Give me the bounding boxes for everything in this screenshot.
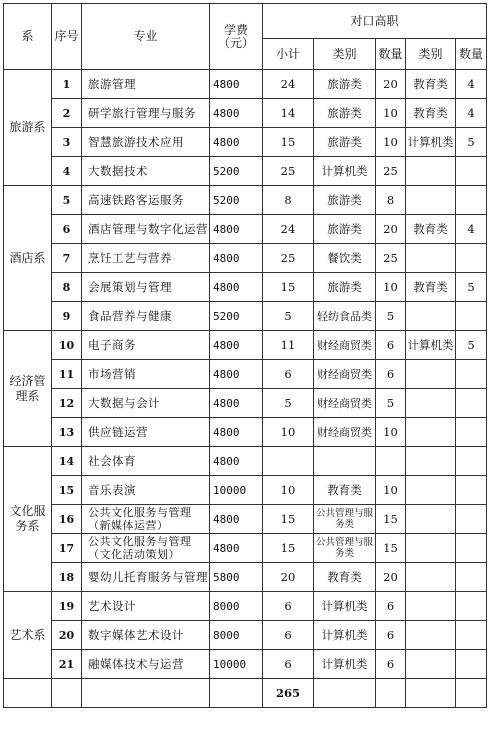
fee-cell: 4800 bbox=[210, 331, 263, 360]
major-cell: 高速铁路客运服务 bbox=[82, 186, 210, 215]
category-cell: 财经商贸类 bbox=[314, 389, 376, 418]
header-group: 对口高职 bbox=[263, 4, 487, 39]
major-cell: 供应链运营 bbox=[82, 418, 210, 447]
dept-cell: 经济管理系 bbox=[4, 331, 52, 447]
category-cell: 餐饮类 bbox=[314, 244, 376, 273]
major-cell: 融媒体技术与运营 bbox=[82, 650, 210, 679]
header-category2: 类别 bbox=[406, 39, 456, 70]
category2-cell: 教育类 bbox=[406, 99, 456, 128]
seq-cell: 16 bbox=[52, 505, 82, 534]
count2-cell bbox=[456, 563, 487, 592]
count-cell: 10 bbox=[376, 128, 406, 157]
empty-cell bbox=[4, 679, 52, 708]
count2-cell bbox=[456, 505, 487, 534]
seq-cell: 7 bbox=[52, 244, 82, 273]
count2-cell bbox=[456, 186, 487, 215]
category2-cell bbox=[406, 650, 456, 679]
subtotal-cell: 25 bbox=[263, 244, 314, 273]
category2-cell bbox=[406, 389, 456, 418]
header-fee-line1: 学费 bbox=[223, 22, 248, 37]
count-cell: 20 bbox=[376, 215, 406, 244]
empty-cell bbox=[314, 679, 376, 708]
category-cell: 旅游类 bbox=[314, 273, 376, 302]
category2-cell: 计算机类 bbox=[406, 128, 456, 157]
seq-cell: 15 bbox=[52, 476, 82, 505]
count2-cell bbox=[456, 621, 487, 650]
fee-cell: 4800 bbox=[210, 128, 263, 157]
category2-cell: 教育类 bbox=[406, 273, 456, 302]
subtotal-cell: 14 bbox=[263, 99, 314, 128]
category2-cell: 计算机类 bbox=[406, 331, 456, 360]
fee-cell: 10000 bbox=[210, 476, 263, 505]
count2-cell: 5 bbox=[456, 273, 487, 302]
count-cell: 10 bbox=[376, 418, 406, 447]
category2-cell bbox=[406, 418, 456, 447]
table-row bbox=[4, 302, 487, 331]
fee-cell: 4800 bbox=[210, 273, 263, 302]
category-cell: 旅游类 bbox=[314, 186, 376, 215]
dept-cell: 艺术系 bbox=[4, 592, 52, 679]
table-row bbox=[4, 273, 487, 302]
major-cell: 音乐表演 bbox=[82, 476, 210, 505]
dept-cell: 酒店系 bbox=[4, 186, 52, 331]
category-cell: 计算机类 bbox=[314, 621, 376, 650]
fee-cell: 5800 bbox=[210, 563, 263, 592]
fee-cell: 8000 bbox=[210, 592, 263, 621]
category-cell: 计算机类 bbox=[314, 157, 376, 186]
count-cell: 5 bbox=[376, 302, 406, 331]
count-cell: 25 bbox=[376, 244, 406, 273]
table-row bbox=[4, 563, 487, 592]
fee-cell: 4800 bbox=[210, 389, 263, 418]
major-cell: 公共文化服务与管理（新媒体运营） bbox=[82, 505, 210, 534]
category-cell: 财经商贸类 bbox=[314, 360, 376, 389]
fee-cell: 10000 bbox=[210, 650, 263, 679]
count-cell bbox=[376, 447, 406, 476]
count2-cell bbox=[456, 302, 487, 331]
table-row bbox=[4, 215, 487, 244]
category-cell: 旅游类 bbox=[314, 99, 376, 128]
count-cell: 6 bbox=[376, 621, 406, 650]
category-cell: 轻纺食品类 bbox=[314, 302, 376, 331]
subtotal-cell: 20 bbox=[263, 563, 314, 592]
count-cell: 15 bbox=[376, 505, 406, 534]
dept-cell: 文化服务系 bbox=[4, 447, 52, 592]
category-cell: 教育类 bbox=[314, 563, 376, 592]
seq-cell: 18 bbox=[52, 563, 82, 592]
fee-cell: 4800 bbox=[210, 244, 263, 273]
header-category: 类别 bbox=[314, 39, 376, 70]
fee-cell: 4800 bbox=[210, 70, 263, 99]
fee-cell: 4800 bbox=[210, 505, 263, 534]
seq-cell: 9 bbox=[52, 302, 82, 331]
subtotal-cell: 10 bbox=[263, 418, 314, 447]
header-dept: 系 bbox=[4, 4, 52, 70]
seq-cell: 3 bbox=[52, 128, 82, 157]
count-cell: 6 bbox=[376, 360, 406, 389]
major-cell: 智慧旅游技术应用 bbox=[82, 128, 210, 157]
category-cell: 旅游类 bbox=[314, 215, 376, 244]
seq-cell: 2 bbox=[52, 99, 82, 128]
subtotal-cell: 11 bbox=[263, 331, 314, 360]
table-row bbox=[4, 360, 487, 389]
category2-cell bbox=[406, 186, 456, 215]
category2-cell bbox=[406, 534, 456, 563]
category2-cell bbox=[406, 157, 456, 186]
major-cell: 大数据技术 bbox=[82, 157, 210, 186]
major-cell: 研学旅行管理与服务 bbox=[82, 99, 210, 128]
category2-cell bbox=[406, 447, 456, 476]
count2-cell: 4 bbox=[456, 99, 487, 128]
subtotal-cell: 5 bbox=[263, 389, 314, 418]
major-cell: 大数据与会计 bbox=[82, 389, 210, 418]
total-cell: 265 bbox=[263, 679, 314, 708]
seq-cell: 11 bbox=[52, 360, 82, 389]
count2-cell: 5 bbox=[456, 331, 487, 360]
empty-cell bbox=[210, 679, 263, 708]
fee-cell: 4800 bbox=[210, 360, 263, 389]
count2-cell bbox=[456, 244, 487, 273]
admission-table bbox=[3, 3, 487, 708]
count2-cell bbox=[456, 157, 487, 186]
fee-cell: 5200 bbox=[210, 157, 263, 186]
table-row bbox=[4, 244, 487, 273]
empty-cell bbox=[82, 679, 210, 708]
seq-cell: 8 bbox=[52, 273, 82, 302]
category-cell bbox=[314, 447, 376, 476]
header-count: 数量 bbox=[376, 39, 406, 70]
subtotal-cell: 15 bbox=[263, 128, 314, 157]
subtotal-cell: 24 bbox=[263, 215, 314, 244]
count2-cell bbox=[456, 650, 487, 679]
count2-cell bbox=[456, 360, 487, 389]
category2-cell: 教育类 bbox=[406, 215, 456, 244]
count-cell: 6 bbox=[376, 650, 406, 679]
major-cell: 烹饪工艺与营养 bbox=[82, 244, 210, 273]
fee-cell: 4800 bbox=[210, 534, 263, 563]
subtotal-cell: 15 bbox=[263, 505, 314, 534]
major-cell: 酒店管理与数字化运营 bbox=[82, 215, 210, 244]
seq-cell: 20 bbox=[52, 621, 82, 650]
fee-cell: 5200 bbox=[210, 186, 263, 215]
subtotal-cell: 6 bbox=[263, 592, 314, 621]
count-cell: 6 bbox=[376, 331, 406, 360]
subtotal-cell: 15 bbox=[263, 534, 314, 563]
fee-cell: 5200 bbox=[210, 302, 263, 331]
fee-cell: 4800 bbox=[210, 418, 263, 447]
subtotal-cell bbox=[263, 447, 314, 476]
table-row bbox=[4, 99, 487, 128]
table-row bbox=[4, 389, 487, 418]
header-fee-line2: （元） bbox=[217, 35, 254, 50]
fee-cell: 4800 bbox=[210, 215, 263, 244]
table-row bbox=[4, 592, 487, 621]
empty-cell bbox=[52, 679, 82, 708]
subtotal-cell: 10 bbox=[263, 476, 314, 505]
count-cell: 15 bbox=[376, 534, 406, 563]
subtotal-cell: 6 bbox=[263, 650, 314, 679]
empty-cell bbox=[406, 679, 456, 708]
seq-cell: 6 bbox=[52, 215, 82, 244]
count2-cell: 4 bbox=[456, 215, 487, 244]
major-cell: 旅游管理 bbox=[82, 70, 210, 99]
subtotal-cell: 8 bbox=[263, 186, 314, 215]
table-row bbox=[4, 505, 487, 534]
table-row bbox=[4, 70, 487, 99]
count-cell: 20 bbox=[376, 563, 406, 592]
count2-cell: 5 bbox=[456, 128, 487, 157]
seq-cell: 4 bbox=[52, 157, 82, 186]
fee-cell: 4800 bbox=[210, 99, 263, 128]
count-cell: 20 bbox=[376, 70, 406, 99]
category-cell: 公共管理与服务类 bbox=[314, 505, 376, 534]
major-cell: 会展策划与管理 bbox=[82, 273, 210, 302]
table-row bbox=[4, 534, 487, 563]
count-cell: 10 bbox=[376, 476, 406, 505]
category2-cell bbox=[406, 592, 456, 621]
major-cell: 社会体育 bbox=[82, 447, 210, 476]
category2-cell bbox=[406, 360, 456, 389]
category-cell: 计算机类 bbox=[314, 592, 376, 621]
fee-cell: 4800 bbox=[210, 447, 263, 476]
header-subtotal: 小计 bbox=[263, 39, 314, 70]
fee-cell: 8000 bbox=[210, 621, 263, 650]
header-seq: 序号 bbox=[52, 4, 82, 70]
category2-cell bbox=[406, 476, 456, 505]
count-cell: 10 bbox=[376, 273, 406, 302]
count-cell: 8 bbox=[376, 186, 406, 215]
category-cell: 计算机类 bbox=[314, 650, 376, 679]
category2-cell bbox=[406, 621, 456, 650]
seq-cell: 19 bbox=[52, 592, 82, 621]
table-row bbox=[4, 128, 487, 157]
count-cell: 5 bbox=[376, 389, 406, 418]
count-cell: 6 bbox=[376, 592, 406, 621]
category-cell: 旅游类 bbox=[314, 128, 376, 157]
subtotal-cell: 6 bbox=[263, 360, 314, 389]
count-cell: 10 bbox=[376, 99, 406, 128]
table-row bbox=[4, 331, 487, 360]
header-fee bbox=[210, 4, 263, 70]
table-row bbox=[4, 476, 487, 505]
empty-cell bbox=[376, 679, 406, 708]
category2-cell bbox=[406, 244, 456, 273]
major-cell: 电子商务 bbox=[82, 331, 210, 360]
count2-cell bbox=[456, 418, 487, 447]
header-major: 专业 bbox=[82, 4, 210, 70]
category-cell: 财经商贸类 bbox=[314, 418, 376, 447]
count2-cell bbox=[456, 447, 487, 476]
major-cell: 数字媒体艺术设计 bbox=[82, 621, 210, 650]
subtotal-cell: 25 bbox=[263, 157, 314, 186]
seq-cell: 14 bbox=[52, 447, 82, 476]
seq-cell: 12 bbox=[52, 389, 82, 418]
count2-cell bbox=[456, 534, 487, 563]
table-row bbox=[4, 157, 487, 186]
count2-cell bbox=[456, 592, 487, 621]
table-row bbox=[4, 418, 487, 447]
dept-cell: 旅游系 bbox=[4, 70, 52, 186]
category-cell: 财经商贸类 bbox=[314, 331, 376, 360]
subtotal-cell: 24 bbox=[263, 70, 314, 99]
count2-cell bbox=[456, 476, 487, 505]
seq-cell: 13 bbox=[52, 418, 82, 447]
table-row bbox=[4, 650, 487, 679]
table-row bbox=[4, 186, 487, 215]
major-cell: 婴幼儿托育服务与管理 bbox=[82, 563, 210, 592]
count2-cell: 4 bbox=[456, 70, 487, 99]
major-cell: 公共文化服务与管理（文化活动策划） bbox=[82, 534, 210, 563]
category2-cell bbox=[406, 563, 456, 592]
seq-cell: 10 bbox=[52, 331, 82, 360]
table-row bbox=[4, 447, 487, 476]
subtotal-cell: 6 bbox=[263, 621, 314, 650]
empty-cell bbox=[456, 679, 487, 708]
category-cell: 公共管理与服务类 bbox=[314, 534, 376, 563]
category-cell: 旅游类 bbox=[314, 70, 376, 99]
count-cell: 25 bbox=[376, 157, 406, 186]
subtotal-cell: 5 bbox=[263, 302, 314, 331]
major-cell: 艺术设计 bbox=[82, 592, 210, 621]
subtotal-cell: 15 bbox=[263, 273, 314, 302]
category2-cell bbox=[406, 505, 456, 534]
major-cell: 市场营销 bbox=[82, 360, 210, 389]
header-count2: 数量 bbox=[456, 39, 487, 70]
count2-cell bbox=[456, 389, 487, 418]
seq-cell: 1 bbox=[52, 70, 82, 99]
category2-cell: 教育类 bbox=[406, 70, 456, 99]
seq-cell: 5 bbox=[52, 186, 82, 215]
seq-cell: 17 bbox=[52, 534, 82, 563]
category2-cell bbox=[406, 302, 456, 331]
major-cell: 食品营养与健康 bbox=[82, 302, 210, 331]
category-cell: 教育类 bbox=[314, 476, 376, 505]
total-row bbox=[4, 679, 487, 708]
table-row bbox=[4, 621, 487, 650]
seq-cell: 21 bbox=[52, 650, 82, 679]
